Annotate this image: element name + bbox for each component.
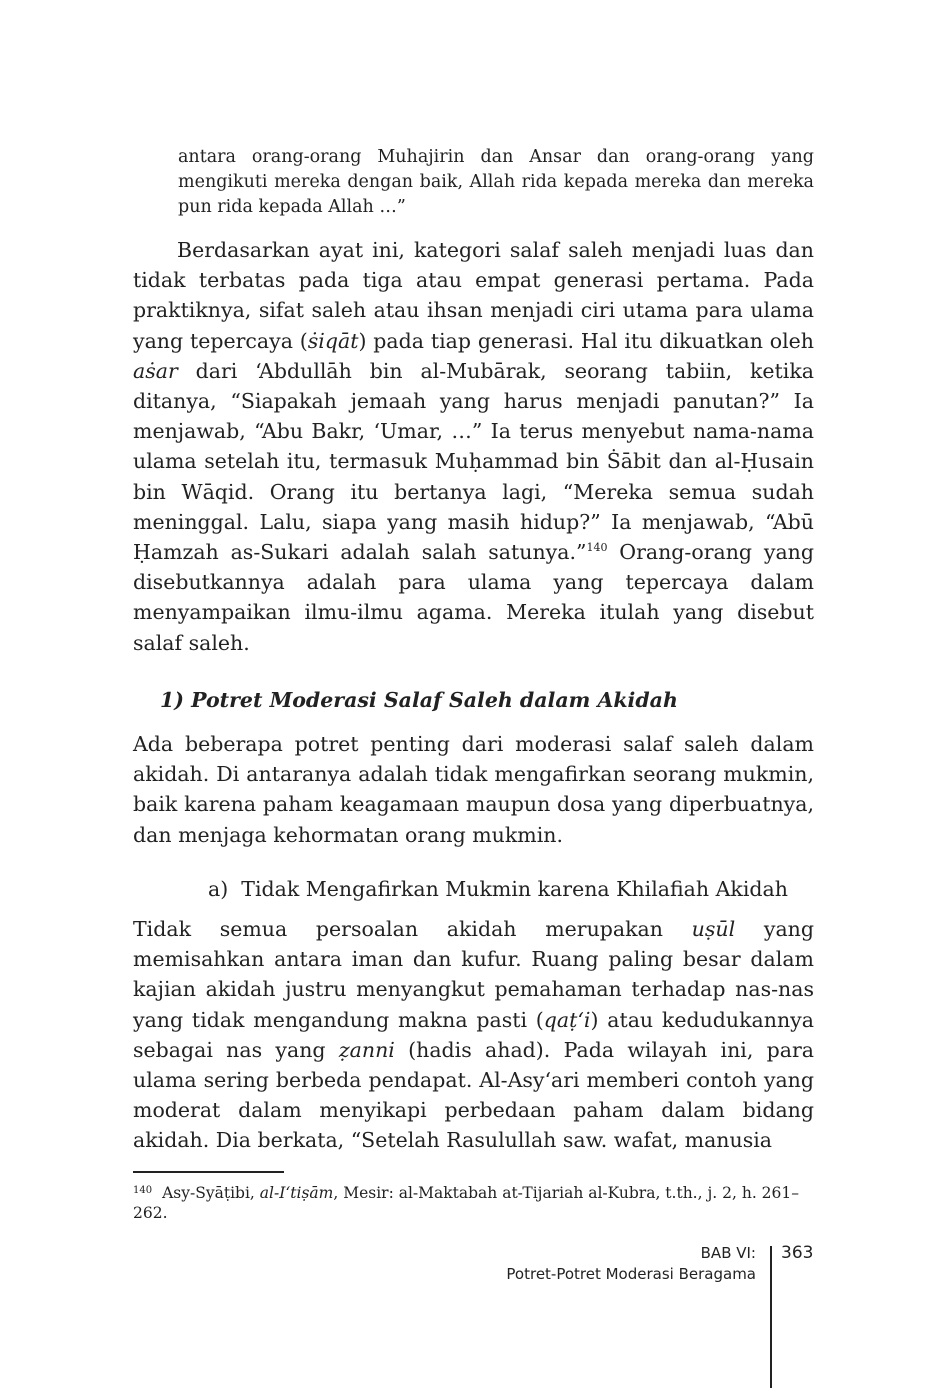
text-run: ) pada tiap generasi. Hal itu dikuatkan oleh <box>358 328 814 353</box>
footnote <box>133 1181 823 1223</box>
text-run: Tidak semua persoalan akidah merupakan <box>133 917 692 941</box>
italic-term: uṣūl <box>691 917 736 941</box>
paragraph-usul <box>133 914 814 1156</box>
chapter-label: BAB VI: <box>700 1244 756 1262</box>
italic-term: al-I‘tiṣām <box>259 1184 334 1202</box>
paragraph-salaf-saleh <box>133 235 814 658</box>
footnote-reference[interactable]: 140 <box>586 541 608 555</box>
italic-term: ṡiqāt <box>307 328 359 353</box>
text-run: Asy-Syāṭibi, <box>162 1184 260 1202</box>
subsection-title: Tidak Mengafirkan Mukmin karena Khilafiah Akidah <box>241 877 788 901</box>
subsection-heading <box>208 877 788 901</box>
text-run: ) atau kedudukannya sebagai nas yang <box>133 1007 814 1062</box>
quote-text: antara orang-orang Muhajirin dan Ansar dan orang-orang yang mengikuti mereka dengan baik, Allah rida kepada mereka dan mereka pun rida kepada Allah …” <box>178 147 814 217</box>
italic-term: qaṭ‘i <box>543 1007 591 1032</box>
footnote-divider <box>133 1171 284 1173</box>
italic-term: ẓanni <box>338 1037 395 1062</box>
chapter-title: Potret-Potret Moderasi Beragama <box>506 1265 756 1283</box>
footnote-number: 140 <box>133 1185 153 1196</box>
section-heading <box>160 688 678 712</box>
text-run: , Mesir: al-Maktabah at-Tijariah al-Kubra, t.th., j. 2, h. 261–262. <box>133 1184 800 1222</box>
section-title: Potret Moderasi Salaf Saleh dalam Akidah <box>191 688 678 712</box>
text-run: Orang-orang yang disebutkannya adalah para ulama yang tepercaya dalam menyampaikan ilmu-ilmu agama. Mereka itulah yang disebut salaf saleh. <box>133 540 815 655</box>
page-number: 363 <box>781 1243 814 1263</box>
paragraph-moderasi-akidah <box>133 729 814 850</box>
text-run: (hadis ahad). Pada wilayah ini, para ulama sering berbeda pendapat. Al-Asy‘ari memberi contoh yang moderat dalam menyikapi perbedaan paham dalam bidang akidah. Dia berkata, “Setelah Rasulullah saw. wafat, manusia <box>133 1037 814 1153</box>
block-quote <box>178 145 814 220</box>
text-run: dari ‘Abdullāh bin al-Mubārak, seorang tabiin, ketika ditanya, “Siapakah jemaah yang harus menjadi panutan?” Ia menjawab, “Abu Bakr, ‘Umar, …” Ia terus menyebut nama-nama ulama setelah itu, termasuk Muḥammad bin Ṡābit dan al-Ḥusain bin Wāqid. Orang itu bertanya lagi, “Mereka semua sudah meninggal. Lalu, siapa yang masih hidup?” Ia menjawab, “Abū Ḥamzah as-Sukari adalah salah satunya.” <box>133 358 814 565</box>
text-run: Berdasarkan ayat ini, kategori salaf saleh menjadi luas dan tidak terbatas pada tiga atau empat generasi pertama. Pada praktiknya, sifat saleh atau ihsan menjadi ciri utama para ulama yang tepercaya ( <box>133 238 814 353</box>
text-run: Ada beberapa potret penting dari moderasi salaf saleh dalam akidah. Di antaranya adalah tidak mengafirkan seorang mukmin, baik karena paham keagamaan maupun dosa yang diperbuatnya, dan menjaga kehormatan orang mukmin. <box>133 732 814 847</box>
section-number: 1) <box>160 688 184 712</box>
subsection-label: a) <box>208 877 229 901</box>
footer-vertical-rule <box>770 1246 772 1388</box>
text-run: yang memisahkan antara iman dan kufur. Ruang paling besar dalam kajian akidah justru menyangkut pemahaman terhadap nas-nas yang tidak mengandung makna pasti ( <box>133 917 814 1032</box>
italic-term: aṡar <box>133 358 178 383</box>
running-footer <box>506 1243 756 1285</box>
